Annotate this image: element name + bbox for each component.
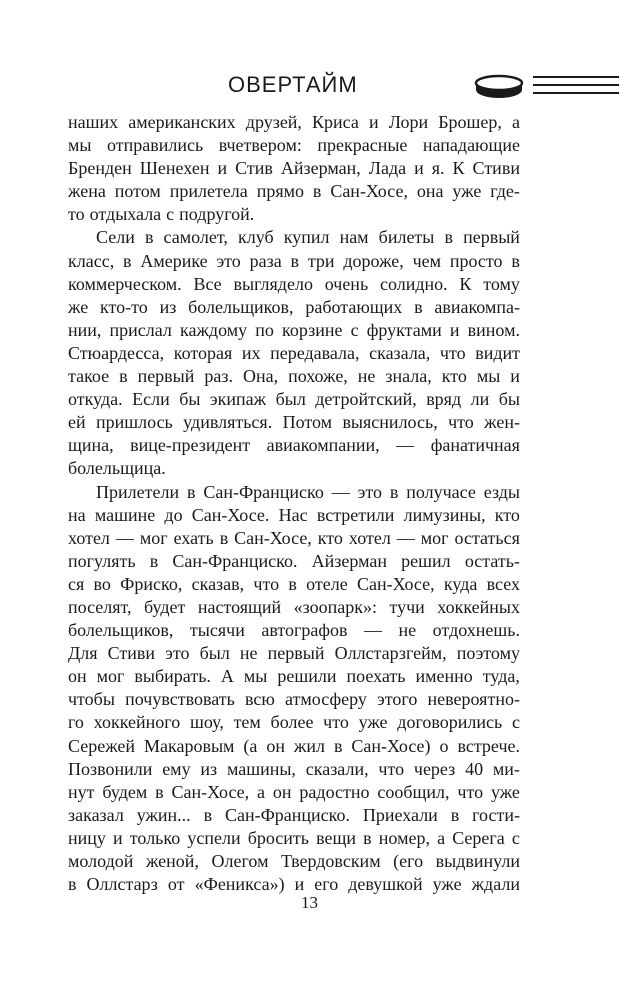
- text-line: наших американских друзей, Криса и Лори Брошер, а: [68, 112, 520, 132]
- text-line: такое в первый раз. Она, похоже, не знала, кто мы и: [68, 366, 520, 387]
- text-line: откуда. Если бы экипаж был детройтский, вряд ли бы: [68, 389, 520, 410]
- text-line: го хоккейного шоу, тем более что уже договорились с: [68, 712, 520, 733]
- paragraph: [68, 226, 520, 480]
- text-line: ей пришлось удивляться. Потом выяснилось, что жен-: [68, 412, 520, 433]
- text-line: заказал ужин... в Сан-Франциско. Приехали в гости-: [68, 804, 520, 825]
- text-line: нут будем в Сан-Хосе, а он радостно сообщил, что уже: [68, 781, 520, 802]
- hockey-puck-icon: [474, 74, 524, 100]
- text-line: щина, вице-президент авиакомпании, — фанатичная: [68, 435, 520, 456]
- text-line: чтобы почувствовать всю атмосферу этого невероятно-: [68, 689, 520, 710]
- paragraph: [68, 481, 520, 897]
- body-text: [68, 111, 520, 896]
- text-line: Сели в самолет, клуб купил нам билеты в первый: [96, 227, 520, 248]
- text-line: мы отправились вчетвером: прекрасные нападающие: [68, 135, 520, 156]
- text-line: Прилетели в Сан-Франциско — это в получасе езды: [96, 481, 520, 502]
- page-number: 13: [301, 893, 318, 912]
- text-line: поселят, будет настоящий «зоопарк»: тучи хоккейных: [68, 596, 520, 617]
- text-line: ницу и только успели бросить вещи в номер, а Серега с: [68, 827, 520, 848]
- text-line: Сережей Макаровым (а он жил в Сан-Хосе) о встрече.: [68, 735, 520, 756]
- text-line: хотел — мог ехать в Сан-Хосе, кто хотел — мог остаться: [68, 527, 520, 548]
- text-line: же кто-то из болельщиков, работающих в авиакомпа-: [68, 296, 520, 317]
- text-line: болельщица.: [68, 458, 166, 479]
- text-line: он мог выбирать. А мы решили поехать именно туда,: [68, 666, 520, 687]
- text-line: жена потом прилетела прямо в Сан-Хосе, она уже где-: [68, 181, 520, 202]
- text-line: погулять в Сан-Франциско. Айзерман решил остать-: [68, 550, 520, 571]
- text-line: болельщиков, тысячи автографов — не отдохнешь.: [68, 620, 520, 641]
- text-line: Позвонили ему из машины, сказали, что через 40 ми-: [68, 758, 520, 779]
- text-line: в Оллстарз от «Феникса») и его девушкой уже ждали: [68, 874, 520, 895]
- text-line: нии, прислал каждому по корзине с фруктами и вином.: [68, 319, 520, 340]
- text-line: Бренден Шенехен и Стив Айзерман, Лада и я. К Стиви: [68, 158, 520, 179]
- text-line: то отдыхала с подругой.: [68, 204, 255, 225]
- text-line: ся во Фриско, сказав, что в отеле Сан-Хосе, куда всех: [68, 573, 520, 594]
- running-header-title: ОВЕРТАЙМ: [228, 72, 358, 97]
- text-line: Для Стиви это был не первый Оллстарзгейм, поэтому: [68, 643, 520, 664]
- text-line: коммерческом. Все выглядело очень солидно. К тому: [68, 273, 520, 294]
- text-line: класс, в Америке это раза в три дороже, чем просто в: [68, 250, 520, 271]
- text-line: молодой женой, Олегом Твердовским (его выдвинули: [68, 851, 520, 871]
- text-line: Стюардесса, которая их передавала, сказала, что видит: [68, 342, 520, 363]
- header-rule-lines: [533, 76, 619, 96]
- running-header: [0, 66, 619, 110]
- paragraph: [68, 111, 520, 226]
- text-line: на машине до Сан-Хосе. Нас встретили лимузины, кто: [68, 504, 520, 525]
